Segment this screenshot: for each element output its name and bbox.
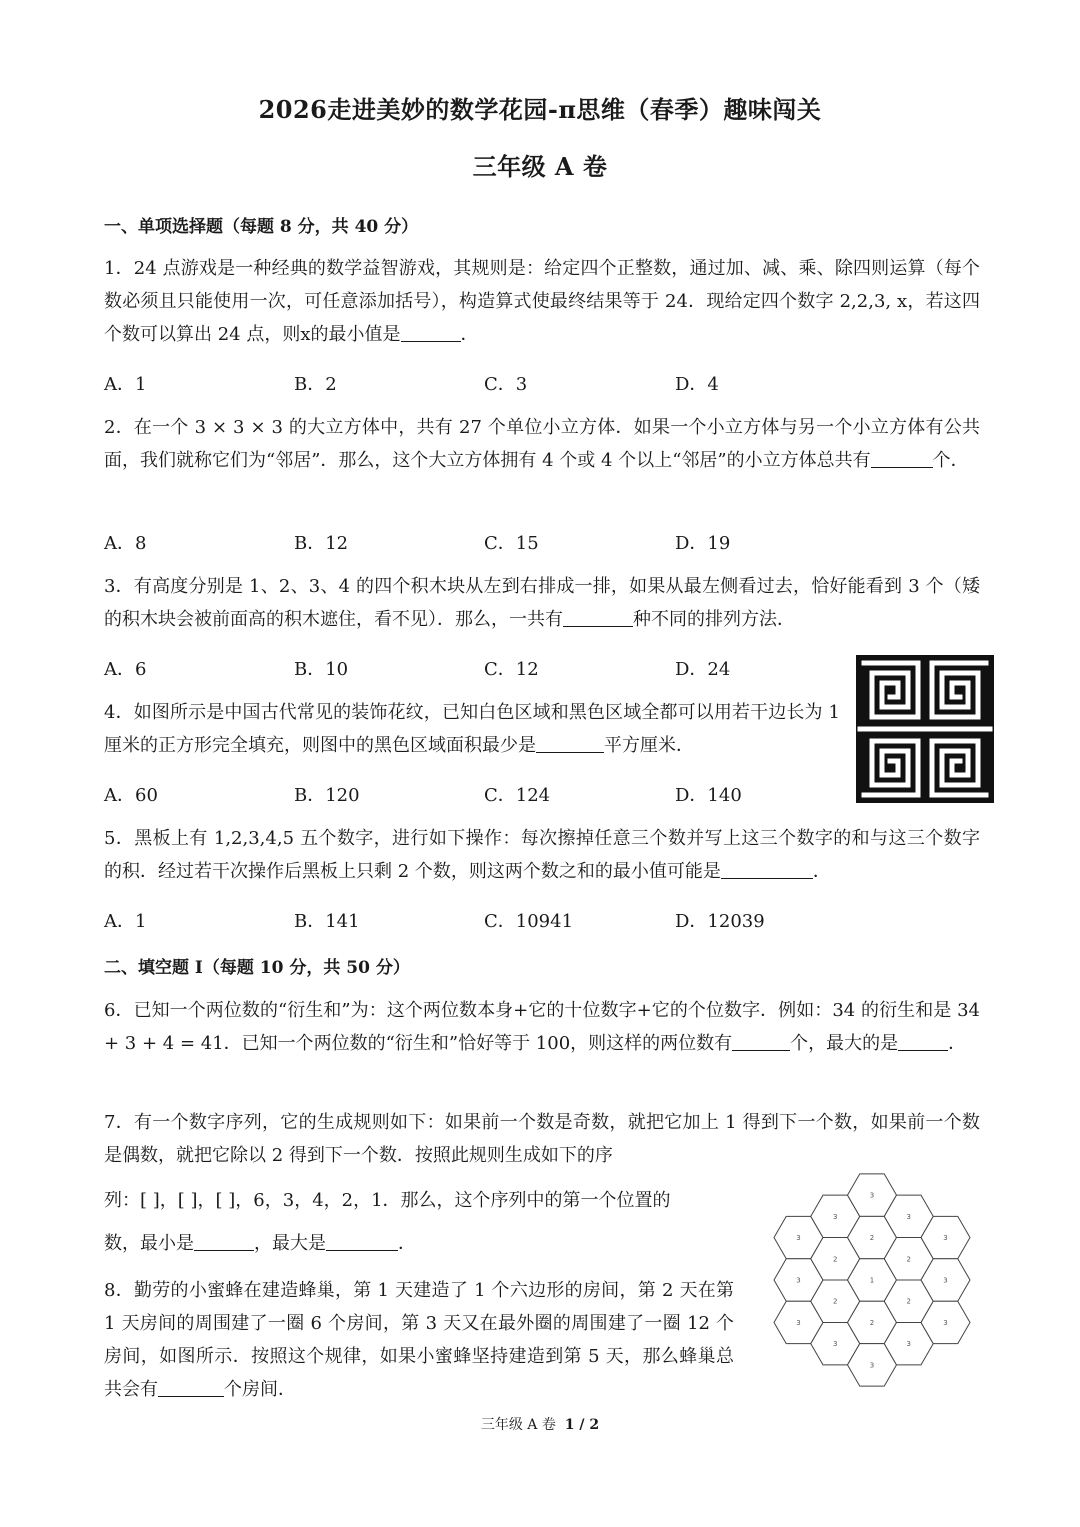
hex-cell-label: 3 xyxy=(869,1191,875,1200)
q3-option-d: D．24 xyxy=(675,659,731,680)
meander-pattern-figure xyxy=(856,655,994,803)
answer-blank xyxy=(732,1030,790,1051)
honeycomb-figure xyxy=(756,1157,988,1403)
answer-blank xyxy=(563,606,633,627)
question-7-sequence: 列：[ ]，[ ]，[ ]，6，3，4，2，1．那么，这个序列中的第一个位置的 xyxy=(104,1190,671,1211)
page-footer: 三年级 A 卷 1 / 2 xyxy=(480,1417,600,1433)
hex-cell-label: 3 xyxy=(869,1361,875,1370)
hex-cell-label: 2 xyxy=(906,1297,911,1306)
question-6: 6．已知一个两位数的“衍生和”为：这个两位数本身+它的十位数字+它的个位数字．例如：34 的衍生和是 34 + 3 + 4 = 41．已知一个两位数的“衍生和”恰好等于 100，则这样的两位数有 个，最大的是 ． xyxy=(104,1000,980,1054)
q1-option-d: D．4 xyxy=(675,374,719,395)
q2-option-d: D．19 xyxy=(675,533,731,554)
q5-option-b: B．141 xyxy=(294,911,360,932)
q2-option-b: B．12 xyxy=(294,533,349,554)
q4-option-a: A．60 xyxy=(104,785,158,806)
answer-blank xyxy=(326,1230,398,1251)
paper-subtitle: 三年级 A 卷 xyxy=(472,152,608,181)
hex-cell-label: 3 xyxy=(796,1276,801,1285)
question-1: 1．24 点游戏是一种经典的数学益智游戏，其规则是：给定四个正整数，通过加、减、乘、除四则运算（每个数必须且只能使用一次，可任意添加括号），构造算式使最终结果等于 24．现给定四个数字 2,2,3, x，若这四个数可以算出 24 点，则x的最小值是 ． xyxy=(104,258,980,345)
q5-option-a: A．1 xyxy=(104,911,147,932)
answer-blank xyxy=(536,732,604,753)
answer-blank xyxy=(721,858,813,879)
hex-cell-label: 3 xyxy=(906,1212,911,1221)
q4-option-c: C．124 xyxy=(484,785,551,806)
section-heading-fill: 二、填空题 I（每题 10 分，共 50 分） xyxy=(104,958,410,978)
hex-cell-label: 2 xyxy=(869,1318,875,1327)
q1-option-a: A．1 xyxy=(104,374,147,395)
section-heading-choice: 一、单项选择题（每题 8 分，共 40 分） xyxy=(104,217,419,237)
q5-option-c: C．10941 xyxy=(484,911,574,932)
q2-option-c: C．15 xyxy=(484,533,539,554)
hex-cell-label: 3 xyxy=(796,1234,801,1243)
hex-cell-label: 3 xyxy=(943,1276,948,1285)
q1-option-c: C．3 xyxy=(484,374,528,395)
hex-cell-label: 3 xyxy=(943,1318,948,1327)
question-3: 3．有高度分别是 1、2、3、4 的四个积木块从左到右排成一排，如果从最左侧看过去，恰好能看到 3 个（矮的积木块会被前面高的积木遮住，看不见）．那么，一共有 种不同的排列方法． xyxy=(104,576,980,630)
hex-cell-label: 2 xyxy=(906,1255,911,1264)
hex-cell-label: 3 xyxy=(906,1340,911,1349)
question-7-ask: 数，最小是 ，最大是 ． xyxy=(104,1227,734,1260)
hex-cell-label: 2 xyxy=(869,1234,875,1243)
hex-cell-label: 1 xyxy=(869,1276,875,1285)
answer-blank xyxy=(401,321,461,342)
hex-cell-label: 2 xyxy=(833,1255,838,1264)
answer-blank xyxy=(871,447,933,468)
hex-cell-label: 2 xyxy=(833,1297,838,1306)
question-2: 2．在一个 3 × 3 × 3 的大立方体中，共有 27 个单位小立方体．如果一个小立方体与另一个小立方体有公共面，我们就称它们为“邻居”．那么，这个大立方体拥有 4 个或 4 个以上“邻居”的小立方体总共有 个． xyxy=(104,417,980,471)
q5-option-d: D．12039 xyxy=(675,911,765,932)
hex-cell-label: 3 xyxy=(833,1340,838,1349)
question-5: 5．黑板上有 1,2,3,4,5 五个数字，进行如下操作：每次擦掉任意三个数并写上这三个数字的和与这三个数字的积．经过若干次操作后黑板上只剩 2 个数，则这两个数之和的最小值可能是 ． xyxy=(104,828,980,882)
q3-option-b: B．10 xyxy=(294,659,349,680)
q4-option-b: B．120 xyxy=(294,785,360,806)
hex-cell-label: 3 xyxy=(943,1234,948,1243)
question-4: 4．如图所示是中国古代常见的装饰花纹，已知白色区域和黑色区域全都可以用若干边长为 1 厘米的正方形完全填充，则图中的黑色区域面积最少是 平方厘米． xyxy=(104,702,840,756)
q4-option-d: D．140 xyxy=(675,785,742,806)
answer-blank xyxy=(158,1376,224,1397)
answer-blank xyxy=(898,1030,948,1051)
q3-option-c: C．12 xyxy=(484,659,539,680)
answer-blank xyxy=(194,1230,254,1251)
q1-option-b: B．2 xyxy=(294,374,337,395)
question-8: 8．勤劳的小蜜蜂在建造蜂巢，第 1 天建造了 1 个六边形的房间，第 2 天在第 1 天房间的周围建了一圈 6 个房间，第 3 天又在最外圈的周围建了一圈 12 个房间，如图所示．按照这个规律，如果小蜜蜂坚持建造到第 5 天，那么蜂巢总共会有 个房间． xyxy=(104,1280,734,1400)
question-7-intro: 7．有一个数字序列，它的生成规则如下：如果前一个数是奇数，就把它加上 1 得到下一个数，如果前一个数是偶数，就把它除以 2 得到下一个数．按照此规则生成如下的序 xyxy=(104,1112,980,1166)
q2-option-a: A．8 xyxy=(104,533,147,554)
q3-option-a: A．6 xyxy=(104,659,147,680)
hex-cell-label: 3 xyxy=(833,1212,838,1221)
hex-cell-label: 3 xyxy=(796,1318,801,1327)
paper-title: 2026走进美妙的数学花园-π思维（春季）趣味闯关 xyxy=(258,95,822,124)
